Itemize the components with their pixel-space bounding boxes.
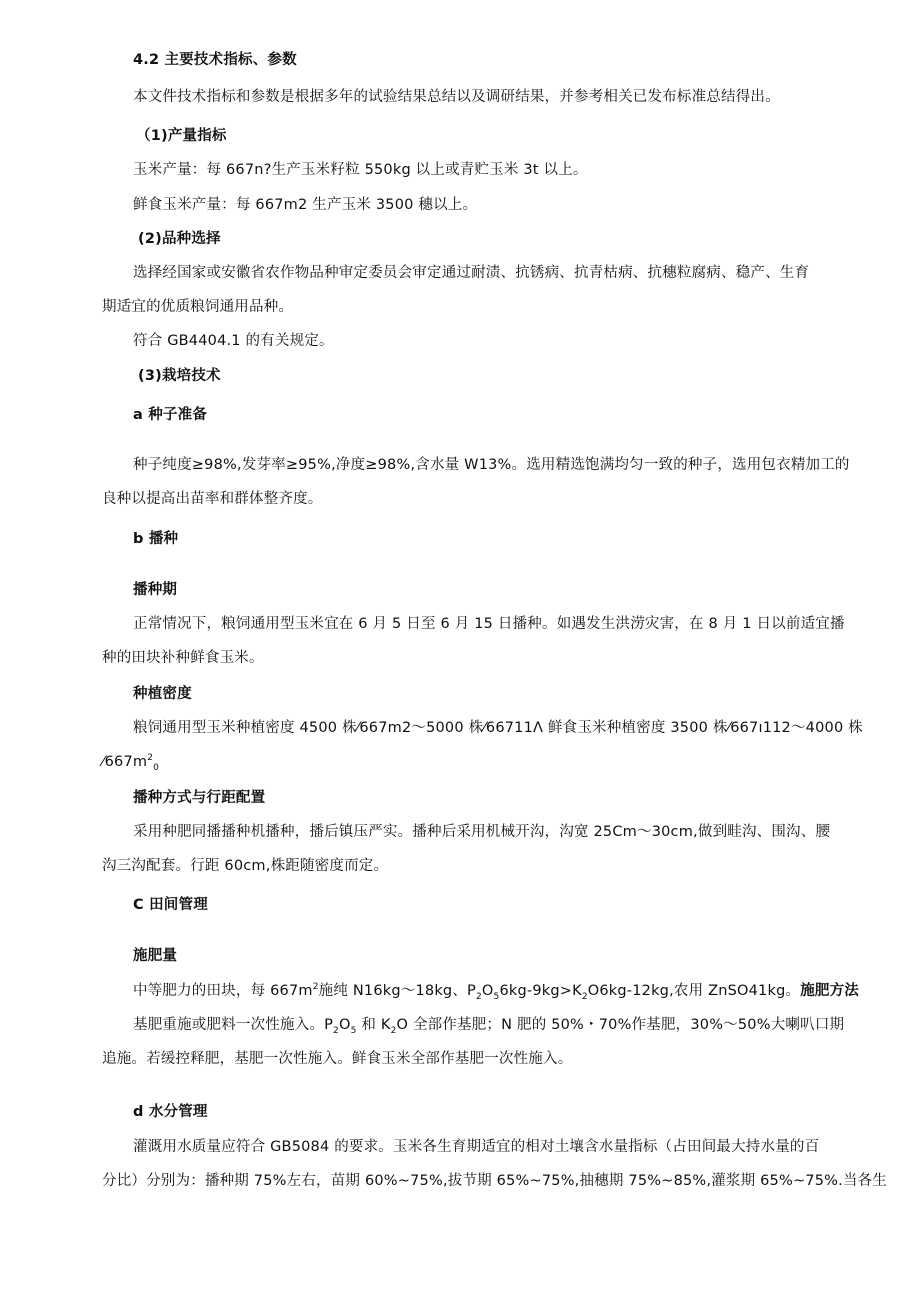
yield-fresh-corn: 鲜食玉米产量：每 667m2 生产玉米 3500 穗以上。 xyxy=(133,197,478,213)
seed-line2: 良种以提高出苗率和群体整齐度。 xyxy=(102,491,323,507)
method-part-b: O xyxy=(338,1017,351,1033)
variety-standard: 符合 GB4404.1 的有关规定。 xyxy=(133,333,334,349)
fert-part-a: 中等肥力的田块，每 667m xyxy=(133,983,313,999)
density-line2-sup: 2 xyxy=(147,753,154,764)
density-line2 xyxy=(102,752,822,772)
fert-sup-2: 2 xyxy=(312,982,319,993)
section-heading: 4.2 主要技术指标、参数 xyxy=(133,52,297,68)
fert-sub-k2: 2 xyxy=(581,991,588,1002)
method-part-a: 基肥重施或肥料一次性施入。P xyxy=(133,1017,334,1033)
seed-line1: 种子纯度≥98%,发芽率≥95%,净度≥98%,含水量 W13%。选用精选饱满均匀一致的种子，选用包衣精加工的 xyxy=(133,457,850,473)
method-part-c: 和 K xyxy=(356,1017,391,1033)
method-line1: 采用种肥同播播种机播种，播后镇压严实。播种后采用机械开沟，沟宽 25Cm～30cm,做到畦沟、围沟、腰 xyxy=(133,824,831,840)
method-heading: 播种方式与行距配置 xyxy=(133,790,266,806)
sowing-heading: b 播种 xyxy=(133,531,179,547)
method-sub-k2: 2 xyxy=(390,1025,397,1036)
method-sub-p2: 2 xyxy=(333,1025,339,1036)
water-line2: 分比）分别为：播种期 75%左右，苗期 60%~75%,拔节期 65%~75%,抽穗期 75%~85%,灌浆期 65%~75%.当各生 xyxy=(102,1173,888,1189)
sowing-period-line1: 正常情况下，粮饲通用型玉米宜在 6 月 5 日至 6 月 15 日播种。如遇发生洪涝灾害，在 8 月 1 日以前适宜播 xyxy=(133,616,845,632)
water-line1: 灌溉用水质量应符合 GB5084 的要求。玉米各生育期适宜的相对土壤含水量指标（占田间最大持水量的百 xyxy=(133,1139,820,1155)
fert-line xyxy=(133,981,859,1002)
variety-text-line2: 期适宜的优质粮饲通用品种。 xyxy=(102,299,294,315)
seed-heading: a 种子准备 xyxy=(133,407,208,423)
fert-part-b: 施纯 N16kg～18kg、P xyxy=(318,983,476,999)
fert-part-e: O6kg-12kg,农用 ZnSO41kg。 xyxy=(587,983,801,999)
density-heading: 种植密度 xyxy=(133,686,192,702)
fert-part-d: 6kg-9kg>K xyxy=(499,983,582,999)
method-text-line2: 追施。若缓控释肥，基肥一次性施入。鲜食玉米全部作基肥一次性施入。 xyxy=(102,1051,573,1067)
density-line1: 粮饲通用型玉米种植密度 4500 株⁄667m2～5000 株⁄66711Λ 鲜食玉米种植密度 3500 株⁄667ı112～4000 株 xyxy=(133,720,863,736)
method-part-d: O 全部作基肥；N 肥的 50%・70%作基肥，30%～50%大喇叭口期 xyxy=(396,1017,845,1033)
yield-heading: （1)产量指标 xyxy=(136,128,227,144)
density-line2-sub: 0 xyxy=(153,762,160,773)
variety-heading: (2)品种选择 xyxy=(138,231,221,247)
fert-method-heading: 施肥方法 xyxy=(800,983,859,999)
method-line2: 沟三沟配套。行距 60cm,株距随密度而定。 xyxy=(102,858,389,874)
sowing-period-line2: 种的田块补种鲜食玉米。 xyxy=(102,650,264,666)
fert-part-c: O xyxy=(481,983,494,999)
field-heading: C 田间管理 xyxy=(133,897,208,913)
water-heading: d 水分管理 xyxy=(133,1104,208,1120)
fert-heading: 施肥量 xyxy=(133,948,178,964)
method-text-line1 xyxy=(133,1015,853,1035)
density-line2-text: ⁄667m xyxy=(102,754,148,770)
cultivation-heading: (3)栽培技术 xyxy=(138,368,221,384)
sowing-period-heading: 播种期 xyxy=(133,582,178,598)
yield-corn: 玉米产量：每 667n?生产玉米籽粒 550kg 以上或青贮玉米 3t 以上。 xyxy=(133,162,588,178)
section-intro: 本文件技术指标和参数是根据多年的试验结果总结以及调研结果，并参考相关已发布标准总结得出。 xyxy=(133,89,780,105)
fert-sub-o5: 5 xyxy=(493,991,500,1002)
fert-sub-p2: 2 xyxy=(475,991,482,1002)
variety-text-line1: 选择经国家或安徽省农作物品种审定委员会审定通过耐渍、抗锈病、抗青枯病、抗穗粒腐病、稳产、生育 xyxy=(133,265,810,281)
method-sub-o5: 5 xyxy=(350,1025,357,1036)
